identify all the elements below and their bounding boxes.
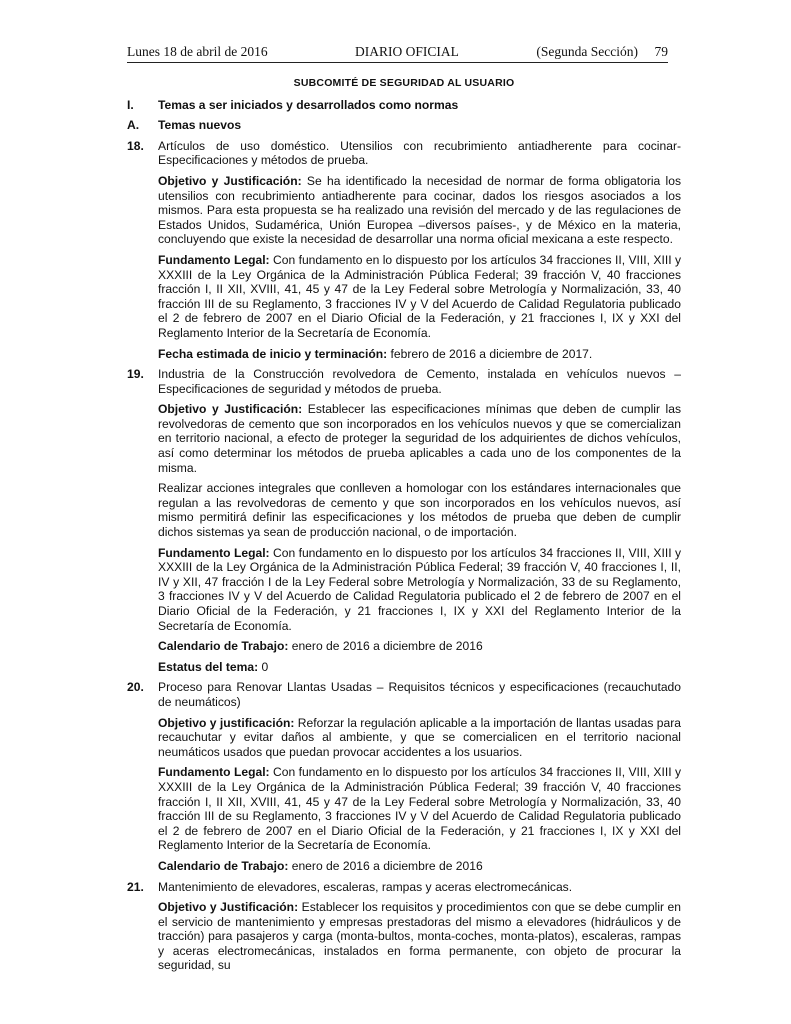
- item-20-calendar: [158, 859, 681, 874]
- item-number: 20.: [127, 680, 144, 695]
- item-20-objective: [158, 716, 681, 760]
- item-title: Proceso para Renovar Llantas Usadas – Requisitos técnicos y especificaciones (recauchutado de neumáticos): [158, 680, 681, 709]
- legal-text: Con fundamento en lo dispuesto por los artículos 34 fracciones II, VIII, XIII y XXXIII de la Ley Orgánica de la Administración Pública Federal; 39 fracción V, 40 fracciones fracción I, II XII, XVIII, 41, 45 y 47 de la Ley Federal sobre Metrología y Normalización, 33, 40 fracción III de su Reglamento, 3 fracciones IV y V del Acuerdo de Calidad Regulatoria publicado el 2 de febrero de 2007 en el Diario Oficial de la Federación, y 21 fracciones I, IX y XXI del Reglamento Interior de la Secretaría de Economía.: [158, 252, 682, 340]
- legal-label: Fundamento Legal:: [158, 545, 270, 560]
- page-header: [127, 44, 668, 62]
- dates-text: febrero de 2016 a diciembre de 2017.: [387, 346, 593, 361]
- item-19-heading: [127, 367, 681, 396]
- section-number: A.: [127, 118, 140, 133]
- item-number: 19.: [127, 367, 144, 382]
- status-text: 0: [258, 659, 269, 674]
- objective-text: Reforzar la regulación aplicable a la importación de llantas usadas para recauchutar y evitar daños al ambiente, y que se comercialicen en el territorio nacional neumáticos usados que puedan provocar accidentes a los usuarios.: [158, 715, 681, 759]
- legal-text: Con fundamento en lo dispuesto por los artículos 34 fracciones II, VIII, XIII y XXXIII de la Ley Orgánica de la Administración Pública Federal; 39 fracción V, 40 fracciones I, II, IV y XII, 47 fracción I de la Ley Federal sobre Metrología y Normalización, 33 de su Reglamento, 3 fracciones IV y V del Acuerdo de Calidad Regulatoria publicado el 2 de febrero de 2007 en el Diario Oficial de la Federación, y 21 fracciones I, IX y XXI del Reglamento Interior de la Secretaría de Economía.: [158, 545, 682, 633]
- section-heading-a: [127, 118, 681, 133]
- legal-label: Fundamento Legal:: [158, 252, 270, 267]
- item-21-heading: [127, 880, 681, 895]
- objective-text: Se ha identificado la necesidad de normar de forma obligatoria los utensilios con recubrimiento antiadherente para cocinar, dados los riesgos asociados a los mismos. Para esta propuesta se ha realizado una revisión del mercado y de las regulaciones de Estados Unidos, Sudamérica, Unión Europea –diversos países-, y de México en la materia, concluyendo que existe la necesidad de desarrollar una norma oficial mexicana a este respecto.: [158, 173, 682, 247]
- dates-label: Fecha estimada de inicio y terminación:: [158, 346, 388, 361]
- item-title: Artículos de uso doméstico. Utensilios con recubrimiento antiadherente para cocinar-Especificaciones y métodos de prueba.: [158, 138, 681, 168]
- section-number: I.: [127, 97, 134, 112]
- header-section-label: (Segunda Sección): [536, 44, 638, 59]
- item-title: Industria de la Construcción revolvedora de Cemento, instalada en vehículos nuevos – Especificaciones de seguridad y métodos de prueba.: [158, 367, 681, 396]
- header-rule: [127, 62, 668, 63]
- objective-label: Objetivo y justificación:: [158, 715, 295, 730]
- document-body: [127, 74, 681, 979]
- item-title: Mantenimiento de elevadores, escaleras, rampas y aceras electromecánicas.: [158, 879, 573, 894]
- item-19-legal: [158, 546, 681, 634]
- objective-text: Establecer las especificaciones mínimas que deben de cumplir las revolvedoras de cemento que son incorporados en los vehículos nuevos y que se comercializan en territorio nacional, a efecto de proteger la seguridad de los adquirientes de dichos vehículos, así como determinar los métodos de prueba aplicables a cada uno de los componentes de la misma.: [158, 402, 682, 475]
- item-18-heading: [127, 139, 681, 168]
- legal-text: Con fundamento en lo dispuesto por los artículos 34 fracciones II, VIII, XIII y XXXIII de la Ley Orgánica de la Administración Pública Federal; 39 fracción V, 40 fracciones fracción I, II XII, XVIII, 41, 45 y 47 de la Ley Federal sobre Metrología y Normalización, 33, 40 fracción III de su Reglamento, 3 fracciones IV y V del Acuerdo de Calidad Regulatoria publicado el 2 de febrero de 2007 en el Diario Oficial de la Federación, y 21 fracciones I, IX y XXI del Reglamento Interior de la Secretaría de Economía.: [158, 765, 682, 853]
- objective-text: Establecer los requisitos y procedimientos con que se debe cumplir en el servicio de mantenimiento y empresas prestadoras del mismo a elevadores (hidráulicos y de tracción) para pasajeros y carga (monta-bultos, monta-coches, monta-platos), escaleras, rampas y aceras electromecánicas, instalados en forma permanente, con objeto de procurar la seguridad, su: [158, 900, 682, 973]
- header-section: [536, 44, 638, 60]
- calendar-text: enero de 2016 a diciembre de 2016: [288, 639, 483, 654]
- objective-label: Objetivo y Justificación:: [158, 402, 303, 417]
- header-page-number: 79: [654, 44, 668, 59]
- section-heading-i: [127, 98, 681, 113]
- item-20-legal: [158, 765, 681, 853]
- item-19-status: [158, 660, 681, 675]
- item-19-calendar: [158, 639, 681, 654]
- item-19-objective-continued: Realizar acciones integrales que conlleven a homologar con los estándares internacionales que regulan a las revolvedoras de cemento y que son incorporados en los vehículos nuevos, así mismo permitirá definir las especificaciones y los métodos de prueba que deben de cumplir dichos sistemas ya sean de producción nacional, o de importación.: [158, 481, 681, 540]
- status-label: Estatus del tema:: [158, 659, 259, 674]
- item-21-objective: [158, 900, 681, 973]
- item-18-dates: [158, 347, 681, 362]
- calendar-label: Calendario de Trabajo:: [158, 858, 289, 873]
- item-18-objective: [158, 174, 681, 247]
- item-20-heading: [127, 680, 681, 709]
- header-date: Lunes 18 de abril de 2016: [127, 44, 268, 59]
- subcommittee-title: SUBCOMITÉ DE SEGURIDAD AL USUARIO: [293, 77, 515, 89]
- calendar-label: Calendario de Trabajo:: [158, 639, 289, 654]
- item-18-legal: [158, 253, 681, 341]
- objective-label: Objetivo y Justificación:: [158, 173, 302, 188]
- objective-label: Objetivo y Justificación:: [158, 900, 299, 915]
- item-number: 18.: [127, 138, 144, 153]
- section-title: Temas a ser iniciados y desarrollados como normas: [158, 97, 459, 112]
- item-19-objective: [158, 402, 681, 475]
- section-title: Temas nuevos: [158, 118, 242, 133]
- calendar-text: enero de 2016 a diciembre de 2016: [288, 858, 483, 873]
- item-number: 21.: [127, 879, 144, 894]
- header-publication: DIARIO OFICIAL: [355, 44, 459, 59]
- legal-label: Fundamento Legal:: [158, 765, 270, 780]
